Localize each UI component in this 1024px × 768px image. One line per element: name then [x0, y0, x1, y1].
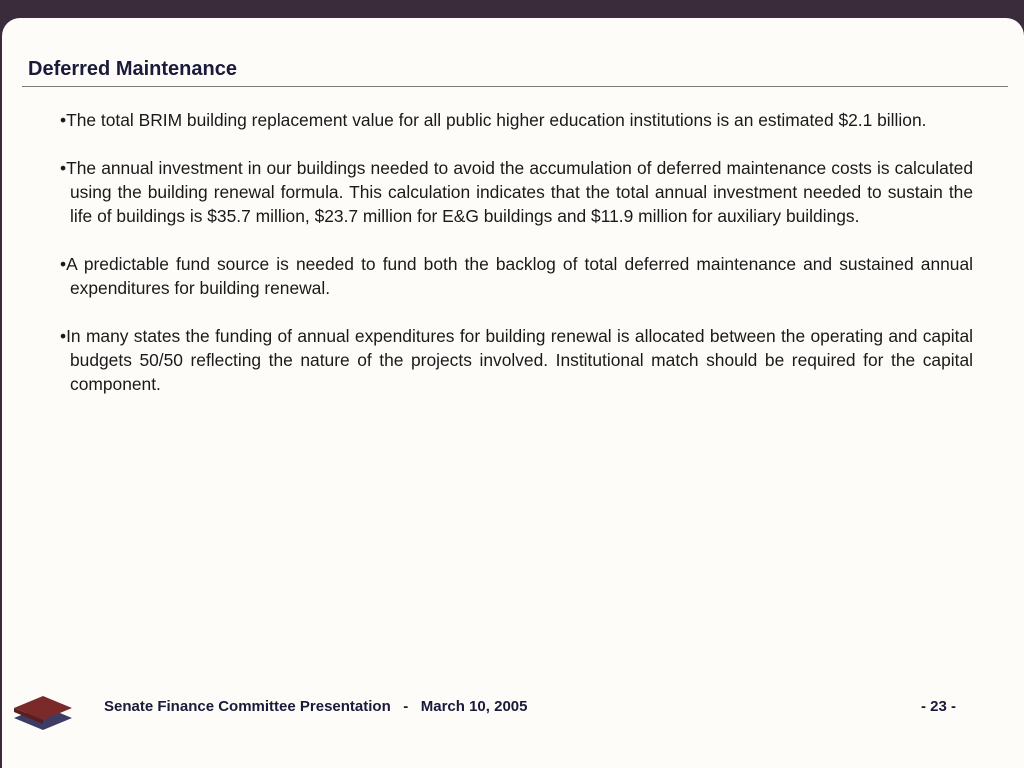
slide-body: [60, 108, 973, 420]
bullet-point: •A predictable fund source is needed to fund both the backlog of total deferred maintenance and sustained annual expenditures for building renewal.: [60, 254, 973, 298]
slide-title: Deferred Maintenance: [28, 58, 237, 80]
graduation-cap-logo-icon: [10, 680, 76, 750]
bullet-point: •The total BRIM building replacement value for all public higher education institutions is an estimated $2.1 billion.: [60, 110, 927, 130]
bullet-point: •The annual investment in our buildings needed to avoid the accumulation of deferred maintenance costs is calculated using the building renewal formula. This calculation indicates that the total annual investment needed to sustain the life of buildings is $35.7 million, $23.7 million for E&G buildings and $11.9 million for auxiliary buildings.: [60, 158, 973, 226]
slide: [2, 18, 1024, 768]
title-divider: [22, 86, 1008, 87]
page-number: - 23 -: [921, 698, 957, 715]
footer-presentation-label: Senate Finance Committee Presentation - March 10, 2005: [104, 698, 528, 715]
bullet-point: •In many states the funding of annual expenditures for building renewal is allocated between the operating and capital budgets 50/50 reflecting the nature of the projects involved. Institutional match should be required for the capital component.: [60, 326, 973, 394]
